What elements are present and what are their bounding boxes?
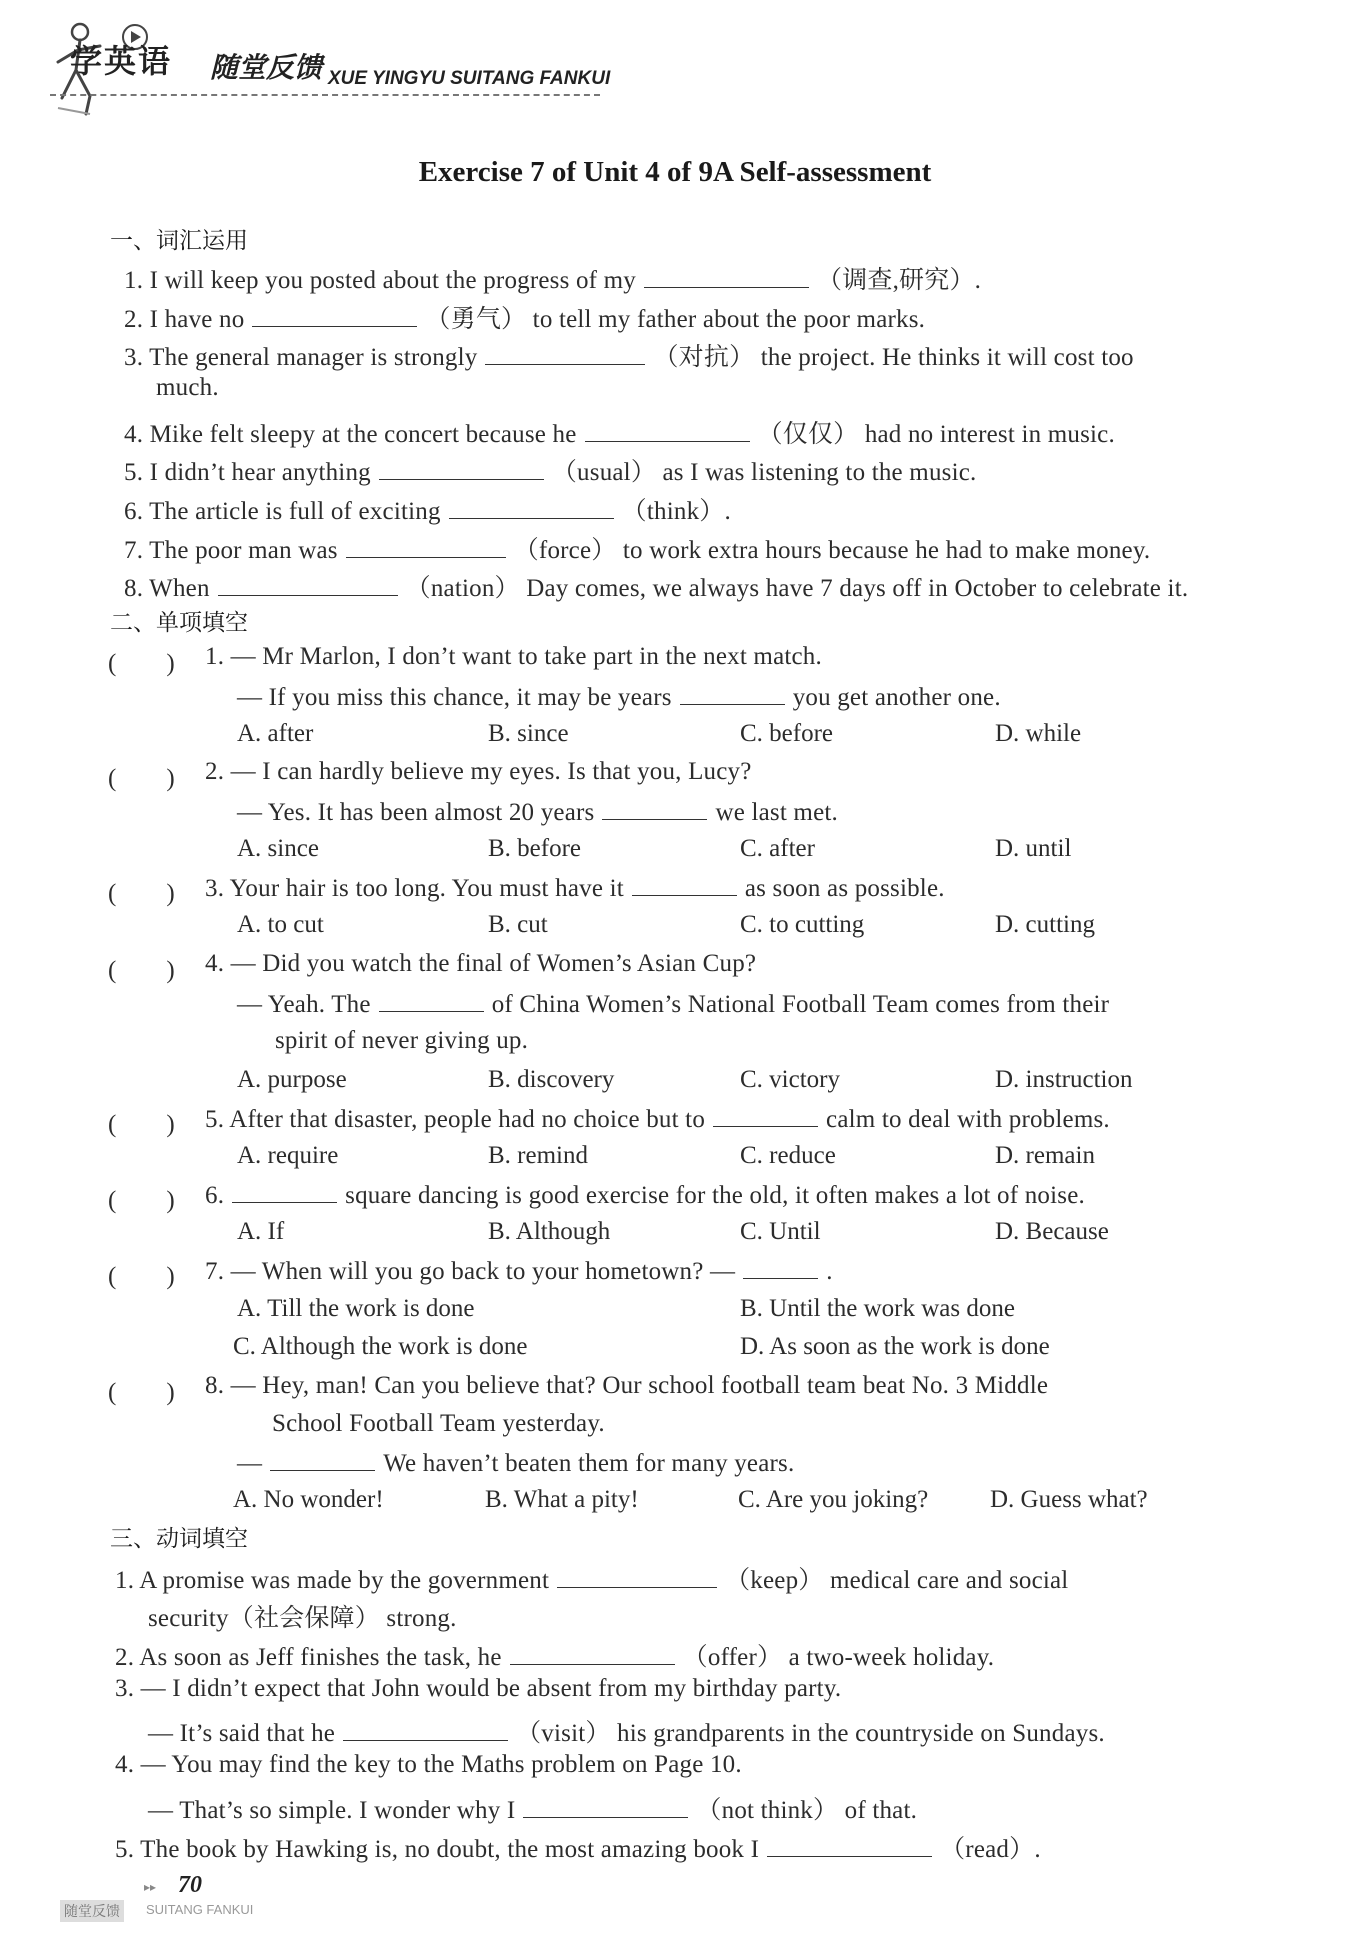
mc-q3-option-c[interactable]: C. to cutting: [740, 911, 865, 938]
vocab-item-1: 1. I will keep you posted about the progress of my （调查,研究）.: [124, 267, 982, 294]
mc-q3-option-d[interactable]: D. cutting: [995, 911, 1095, 938]
mc-q5-option-a[interactable]: A. require: [237, 1142, 339, 1169]
answer-blank[interactable]: [218, 573, 398, 596]
mc-q5-line1: 5. After that disaster, people had no choice but to calm to deal with problems.: [205, 1106, 1110, 1133]
header-divider: [50, 94, 600, 96]
answer-blank[interactable]: [585, 419, 750, 442]
mc-q4-line3: spirit of never giving up.: [275, 1027, 529, 1054]
answer-blank[interactable]: [523, 1795, 688, 1818]
answer-blank[interactable]: [379, 989, 484, 1012]
mc-q3-option-b[interactable]: B. cut: [488, 911, 548, 938]
mc-q8-line1: 8. — Hey, man! Can you believe that? Our school football team beat No. 3 Middle: [205, 1372, 1049, 1399]
mc-q4-line2: — Yeah. The of China Women’s National Football Team comes from their: [237, 991, 1110, 1018]
answer-bracket[interactable]: ( ): [108, 1187, 175, 1214]
mc-q2-option-b[interactable]: B. before: [488, 835, 582, 862]
mc-q5-option-c[interactable]: C. reduce: [740, 1142, 836, 1169]
mc-q1-option-b[interactable]: B. since: [488, 720, 569, 747]
answer-bracket[interactable]: ( ): [108, 765, 175, 792]
mc-q8-option-b[interactable]: B. What a pity!: [485, 1486, 639, 1513]
mc-q4-option-d[interactable]: D. instruction: [995, 1066, 1133, 1093]
mc-q2-line1: 2. — I can hardly believe my eyes. Is that you, Lucy?: [205, 758, 752, 785]
answer-bracket[interactable]: ( ): [108, 650, 175, 677]
answer-blank[interactable]: [449, 496, 614, 519]
vocab-item-4: 4. Mike felt sleepy at the concert because he （仅仅） had no interest in music.: [124, 421, 1115, 448]
page-number: 70: [178, 1872, 202, 1898]
verb-item-4: 4. — You may find the key to the Maths problem on Page 10.: [115, 1751, 742, 1778]
vocab-item-8: 8. When （nation） Day comes, we always have 7 days off in October to celebrate it.: [124, 575, 1189, 602]
mc-q8-option-a[interactable]: A. No wonder!: [233, 1486, 384, 1513]
answer-blank[interactable]: [270, 1448, 375, 1471]
answer-bracket[interactable]: ( ): [108, 1379, 175, 1406]
mc-q7-line1: 7. — When will you go back to your hometown? — .: [205, 1258, 833, 1285]
mc-q8-option-d[interactable]: D. Guess what?: [990, 1486, 1148, 1513]
mc-q7-option-a[interactable]: A. Till the work is done: [237, 1295, 475, 1322]
answer-blank[interactable]: [252, 304, 417, 327]
mc-q8-option-c[interactable]: C. Are you joking?: [738, 1486, 929, 1513]
answer-blank[interactable]: [743, 1256, 818, 1279]
verb-item-4-reply: — That’s so simple. I wonder why I （not think） of that.: [148, 1797, 918, 1824]
mc-q2-option-c[interactable]: C. after: [740, 835, 815, 862]
answer-bracket[interactable]: ( ): [108, 880, 175, 907]
mc-q1-option-c[interactable]: C. before: [740, 720, 834, 747]
verb-item-1-cont: security（社会保障） strong.: [148, 1605, 457, 1632]
answer-bracket[interactable]: ( ): [108, 1111, 175, 1138]
mc-q6-option-b[interactable]: B. Although: [488, 1218, 611, 1245]
answer-bracket[interactable]: ( ): [108, 1263, 175, 1290]
mc-q4-option-b[interactable]: B. discovery: [488, 1066, 615, 1093]
answer-blank[interactable]: [346, 535, 506, 558]
mc-q8-line3: — We haven’t beaten them for many years.: [237, 1450, 795, 1477]
verb-item-5: 5. The book by Hawking is, no doubt, the most amazing book I （read）.: [115, 1836, 1041, 1863]
vocab-item-3-cont: much.: [156, 374, 219, 401]
answer-blank[interactable]: [713, 1104, 818, 1127]
vocab-item-5: 5. I didn’t hear anything （usual） as I was listening to the music.: [124, 459, 977, 486]
verb-item-1: 1. A promise was made by the government （keep） medical care and social: [115, 1567, 1069, 1594]
mc-q7-option-d[interactable]: D. As soon as the work is done: [740, 1333, 1050, 1360]
mc-q5-option-d[interactable]: D. remain: [995, 1142, 1095, 1169]
page-title: Exercise 7 of Unit 4 of 9A Self-assessment: [418, 156, 932, 188]
vocab-item-3: 3. The general manager is strongly （对抗） the project. He thinks it will cost too: [124, 344, 1134, 371]
answer-blank[interactable]: [680, 682, 785, 705]
answer-bracket[interactable]: ( ): [108, 957, 175, 984]
mc-q7-option-c[interactable]: C. Although the work is done: [233, 1333, 528, 1360]
answer-blank[interactable]: [232, 1180, 337, 1203]
mc-q2-option-d[interactable]: D. until: [995, 835, 1072, 862]
vocab-item-7: 7. The poor man was （force） to work extra hours because he had to make money.: [124, 537, 1151, 564]
mc-q1-line2: — If you miss this chance, it may be years you get another one.: [237, 684, 1001, 711]
mc-q3-line1: 3. Your hair is too long. You must have it as soon as possible.: [205, 875, 945, 902]
mc-q4-line1: 4. — Did you watch the final of Women’s Asian Cup?: [205, 950, 757, 977]
footer-english: SUITANG FANKUI: [146, 1902, 254, 1917]
mc-q3-option-a[interactable]: A. to cut: [237, 911, 324, 938]
verb-item-3-reply: — It’s said that he （visit） his grandparents in the countryside on Sundays.: [148, 1720, 1105, 1747]
mc-q1-option-d[interactable]: D. while: [995, 720, 1082, 747]
mc-q4-option-a[interactable]: A. purpose: [237, 1066, 347, 1093]
mc-q6-line1: 6. square dancing is good exercise for the old, it often makes a lot of noise.: [205, 1182, 1085, 1209]
mc-q2-option-a[interactable]: A. since: [237, 835, 319, 862]
mc-q8-line2: School Football Team yesterday.: [272, 1410, 605, 1437]
answer-blank[interactable]: [510, 1642, 675, 1665]
vocab-item-2: 2. I have no （勇气） to tell my father about the poor marks.: [124, 306, 926, 333]
logo-chinese-secondary: 随堂反馈: [210, 51, 323, 84]
mc-q1-option-a[interactable]: A. after: [237, 720, 314, 747]
section-heading-verb-fill: 三、动词填空: [110, 1526, 248, 1552]
mc-q4-option-c[interactable]: C. victory: [740, 1066, 840, 1093]
mc-q1-line1: 1. — Mr Marlon, I don’t want to take part in the next match.: [205, 643, 822, 670]
mc-q6-option-c[interactable]: C. Until: [740, 1218, 821, 1245]
section-heading-vocabulary: 一、词汇运用: [110, 228, 248, 254]
verb-item-2: 2. As soon as Jeff finishes the task, he （offer） a two-week holiday.: [115, 1644, 995, 1671]
vocab-item-6: 6. The article is full of exciting （think）.: [124, 498, 731, 525]
answer-blank[interactable]: [557, 1565, 717, 1588]
mc-q5-option-b[interactable]: B. remind: [488, 1142, 588, 1169]
logo-chinese: 学英语: [70, 42, 173, 80]
section-heading-multiple-choice: 二、单项填空: [110, 610, 248, 636]
answer-blank[interactable]: [485, 342, 645, 365]
footer-tag: 随堂反馈: [60, 1900, 124, 1922]
answer-blank[interactable]: [343, 1718, 508, 1741]
answer-blank[interactable]: [379, 457, 544, 480]
logo-english: XUE YINGYU SUITANG FANKUI: [328, 68, 611, 89]
answer-blank[interactable]: [767, 1834, 932, 1857]
mc-q2-line2: — Yes. It has been almost 20 years we last met.: [237, 799, 838, 826]
page-arrow-icon: ▸▸: [144, 1880, 157, 1894]
answer-blank[interactable]: [632, 873, 737, 896]
mc-q7-option-b[interactable]: B. Until the work was done: [740, 1295, 1015, 1322]
answer-blank[interactable]: [602, 797, 707, 820]
mc-q6-option-a[interactable]: A. If: [237, 1218, 285, 1245]
verb-item-3: 3. — I didn’t expect that John would be absent from my birthday party.: [115, 1675, 842, 1702]
answer-blank[interactable]: [644, 265, 809, 288]
mc-q6-option-d[interactable]: D. Because: [995, 1218, 1109, 1245]
